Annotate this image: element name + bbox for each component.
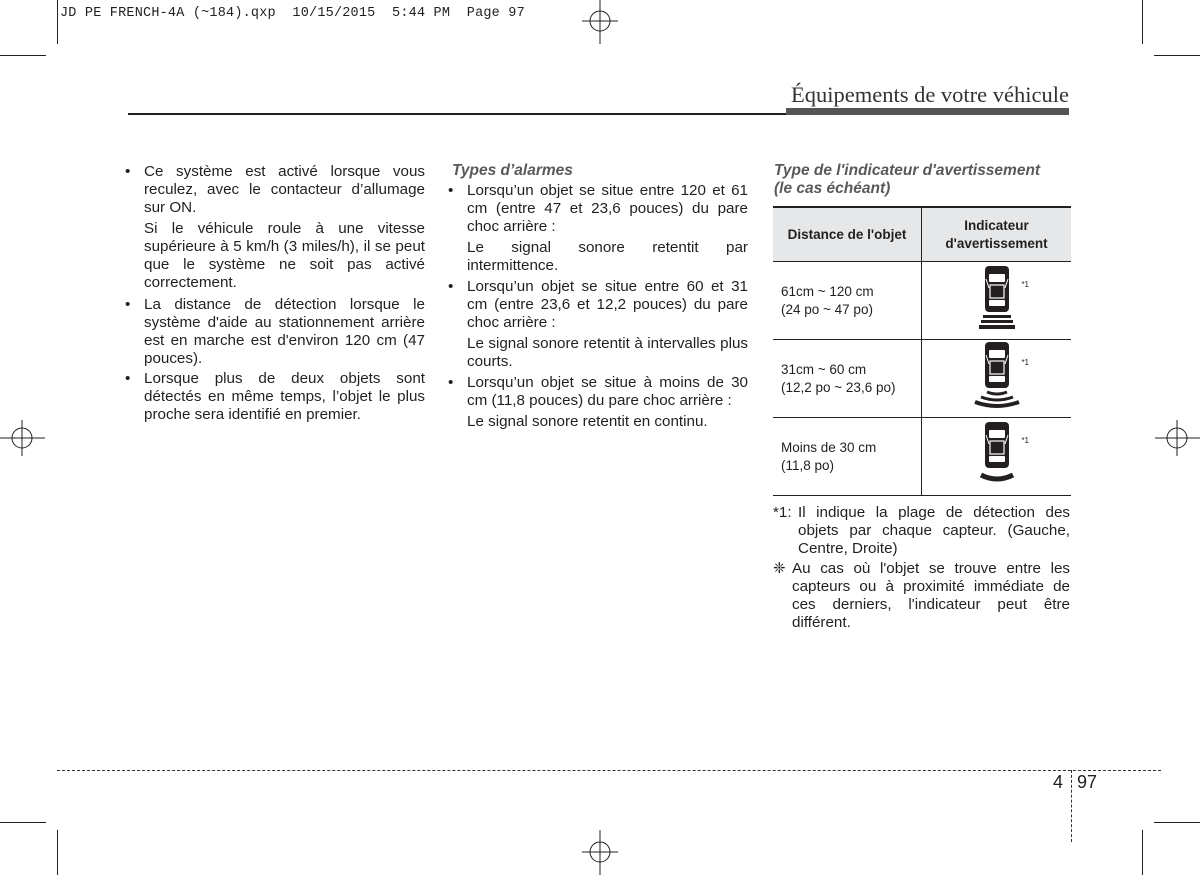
distance-line2: (11,8 po) bbox=[781, 457, 835, 473]
car-rear-sensor-mid-icon bbox=[969, 341, 1025, 411]
indicator-heading-line1: Type de l'indicateur d'avertissement bbox=[774, 162, 1041, 179]
distance-line2: (24 po ~ 47 po) bbox=[781, 301, 873, 317]
distance-cell bbox=[773, 418, 922, 496]
distance-cell bbox=[773, 340, 922, 418]
list-item-text: La distance de détection lorsque le système d'aide au stationnement arrière est en marche est d'environ 120 cm (47 pouces). bbox=[144, 296, 425, 367]
print-slug: JD PE FRENCH-4A (~184).qxp 10/15/2015 5:44 PM Page 97 bbox=[60, 6, 525, 21]
list-item-text: Lorsqu’un objet se situe entre 120 et 61 cm (entre 47 et 23,6 pouces) du pare choc arrière : bbox=[467, 182, 748, 235]
table-header-distance: Distance de l'objet bbox=[773, 207, 922, 262]
list-item-extra: Le signal sonore retentit par intermittence. bbox=[467, 239, 748, 274]
list-item bbox=[125, 163, 425, 217]
list-item-extra: Si le véhicule roule à une vitesse supérieure à 5 km/h (3 miles/h), il se peut que le système ne soit pas activé correctement. bbox=[144, 220, 425, 291]
list-item-extra: Le signal sonore retentit en continu. bbox=[467, 413, 708, 430]
list-item bbox=[125, 296, 425, 368]
indicator-cell bbox=[922, 262, 1072, 340]
distance-line1: Moins de 30 cm bbox=[781, 439, 877, 455]
footnote-mark: *1 bbox=[1021, 280, 1029, 289]
table-notes bbox=[773, 504, 1070, 632]
footer-dashed-divider bbox=[1071, 770, 1072, 842]
bullet: • bbox=[125, 296, 131, 313]
registration-mark-bottom bbox=[582, 830, 618, 875]
distance-cell bbox=[773, 262, 922, 340]
list-item bbox=[448, 182, 748, 236]
indicator-cell bbox=[922, 340, 1072, 418]
header-accent-bar bbox=[786, 108, 1069, 115]
section-title: Équipements de votre véhicule bbox=[790, 82, 1069, 107]
page-number: 97 bbox=[1077, 772, 1098, 792]
list-item bbox=[448, 278, 748, 332]
list-item-text: Lorsqu’un objet se situe entre 60 et 31 cm (entre 23,6 et 12,2 pouces) du pare choc arrière : bbox=[467, 278, 748, 331]
distance-line1: 61cm ~ 120 cm bbox=[781, 283, 874, 299]
table-row bbox=[773, 340, 1071, 418]
table-row bbox=[773, 262, 1071, 340]
alarm-types-heading: Types d’alarmes bbox=[452, 162, 573, 179]
list-item bbox=[448, 374, 748, 410]
bullet: • bbox=[125, 370, 131, 387]
registration-mark-top bbox=[582, 0, 618, 44]
note-2 bbox=[773, 560, 1070, 632]
note-1 bbox=[773, 504, 1070, 558]
column-2 bbox=[448, 162, 748, 431]
table-row bbox=[773, 418, 1071, 496]
table-header-indicator-line2: d'avertissement bbox=[945, 235, 1048, 251]
footnote-mark: *1 bbox=[1021, 358, 1029, 367]
registration-mark-right bbox=[1155, 420, 1200, 456]
indicator-heading bbox=[774, 162, 1074, 198]
indicator-heading-line2: (le cas échéant) bbox=[774, 180, 891, 197]
note-2-text: Au cas où l'objet se trouve entre les capteurs ou à proximité immédiate de ces derniers, l'indicateur peut être différent. bbox=[792, 560, 1070, 631]
table-header-indicator-line1: Indicateur bbox=[964, 217, 1029, 233]
registration-mark-left bbox=[0, 420, 45, 456]
table-header-indicator bbox=[922, 207, 1072, 262]
indicator-cell bbox=[922, 418, 1072, 496]
distance-line2: (12,2 po ~ 23,6 po) bbox=[781, 379, 896, 395]
list-item-text: Lorsqu’un objet se situe à moins de 30 cm (11,8 pouces) du pare choc arrière : bbox=[467, 374, 748, 409]
car-rear-sensor-far-icon bbox=[977, 265, 1017, 331]
bullet: • bbox=[448, 278, 454, 295]
bullet: • bbox=[448, 374, 454, 391]
indicator-table bbox=[773, 206, 1071, 496]
table-header-row bbox=[773, 207, 1071, 262]
column-1 bbox=[125, 163, 425, 424]
distance-line1: 31cm ~ 60 cm bbox=[781, 361, 867, 377]
bullet: • bbox=[448, 182, 454, 199]
list-item-text: Lorsque plus de deux objets sont détectés en même temps, l’objet le plus proche sera identifié en premier. bbox=[144, 370, 425, 423]
footnote-mark: *1 bbox=[1021, 436, 1029, 445]
list-item bbox=[125, 370, 425, 424]
car-rear-sensor-near-icon bbox=[975, 421, 1019, 487]
note-1-label: *1: bbox=[773, 504, 792, 521]
list-item-text: Ce système est activé lorsque vous reculez, avec le contacteur d’allumage sur ON. bbox=[144, 163, 425, 216]
note-2-label: ❈ bbox=[773, 560, 786, 577]
footer-dashed-rule bbox=[57, 770, 1161, 771]
chapter-number: 4 bbox=[1053, 772, 1064, 792]
list-item-extra: Le signal sonore retentit à intervalles plus courts. bbox=[467, 335, 748, 370]
bullet: • bbox=[125, 163, 131, 180]
note-1-text: Il indique la plage de détection des objets par chaque capteur. (Gauche, Centre, Droite) bbox=[798, 504, 1070, 557]
